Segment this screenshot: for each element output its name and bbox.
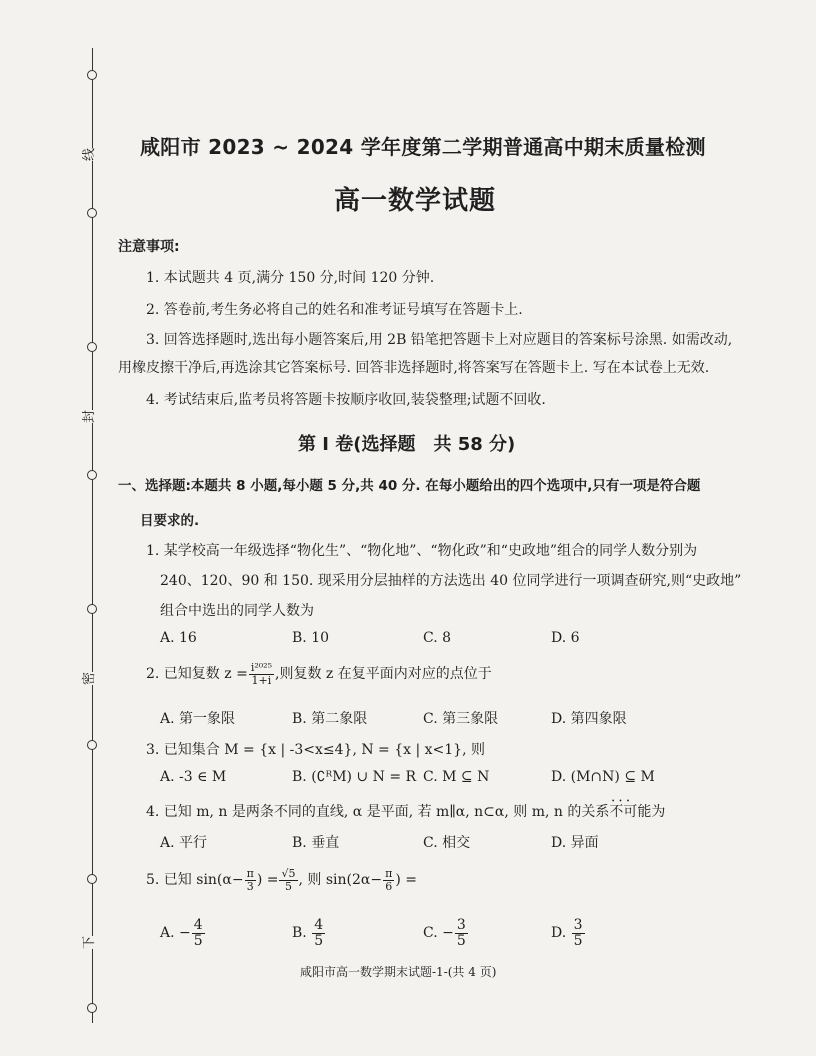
q2-stem-post: ,则复数 z 在复平面内对应的点位于 bbox=[275, 666, 492, 683]
section-1-instructions: 一、选择题:本题共 8 小题,每小题 5 分,共 40 分. 在每小题给出的四个选项中,只有一项是符合题 bbox=[118, 478, 701, 494]
q5-d-den: 5 bbox=[573, 932, 583, 949]
q1-option-c: C. 8 bbox=[423, 630, 452, 646]
q5-a-frac bbox=[192, 918, 205, 948]
q5-frac-pi-3 bbox=[245, 868, 256, 892]
q5-mid2: , 则 sin(2α− bbox=[298, 872, 383, 889]
q3-option-a: A. -3 ∈ M bbox=[160, 769, 227, 785]
q3-option-b: B. (∁ᴿM) ∪ N = R bbox=[292, 769, 417, 785]
binding-circle bbox=[87, 342, 97, 352]
volume-title: 第 Ⅰ 卷(选择题 共 58 分) bbox=[298, 434, 516, 455]
q5-c-label: C. − bbox=[423, 925, 454, 942]
binding-circle bbox=[87, 740, 97, 750]
q5-post: ) = bbox=[395, 872, 417, 889]
q4-option-b: B. 垂直 bbox=[292, 835, 340, 851]
section-1-instructions-cont: 目要求的. bbox=[140, 513, 200, 529]
binding-circle bbox=[87, 604, 97, 614]
q1-option-d: D. 6 bbox=[551, 630, 580, 646]
q5-a-den: 5 bbox=[193, 932, 203, 949]
q2-option-d: D. 第四象限 bbox=[551, 711, 627, 727]
q4-option-d: D. 异面 bbox=[551, 835, 599, 851]
binding-circle bbox=[87, 470, 97, 480]
q2-option-c: C. 第三象限 bbox=[423, 711, 499, 727]
q2-frac-num: i²⁰²⁵ bbox=[250, 661, 272, 674]
q5-frac-pi-6 bbox=[383, 868, 394, 892]
binding-char-xian: 线 bbox=[82, 147, 98, 162]
q5-frac-sqrt5: √5 bbox=[281, 867, 296, 880]
q3-option-c: C. M ⊆ N bbox=[423, 769, 490, 785]
q5-frac-pi2: π bbox=[385, 867, 393, 880]
binding-circle bbox=[87, 874, 97, 884]
q5-c-frac bbox=[455, 918, 468, 948]
q5-b-frac bbox=[312, 918, 325, 948]
q4-stem bbox=[146, 801, 665, 821]
q5-c-den: 5 bbox=[456, 932, 466, 949]
note-4: 4. 考试结束后,监考员将答题卡按顺序收回,装袋整理;试题不回收. bbox=[146, 392, 546, 408]
q2-option-a: A. 第一象限 bbox=[160, 711, 236, 727]
q5-stem bbox=[146, 868, 417, 892]
q1-stem-line1: 1. 某学校高一年级选择“物化生”、“物化地”、“物化政”和“史政地”组合的同学人数分别为 bbox=[146, 543, 698, 559]
q5-b-den: 5 bbox=[314, 932, 324, 949]
q4-option-a: A. 平行 bbox=[160, 835, 208, 851]
q1-stem-line3: 组合中选出的同学人数为 bbox=[160, 603, 314, 619]
exam-title: 咸阳市 2023 ~ 2024 学年度第二学期普通高中期末质量检测 bbox=[140, 135, 706, 159]
q1-stem-line2: 240、120、90 和 150. 现采用分层抽样的方法选出 40 位同学进行一项调查研究,则“史政地” bbox=[160, 573, 742, 589]
binding-char-feng: 封 bbox=[82, 409, 98, 424]
note-2: 2. 答卷前,考生务必将自己的姓名和准考证号填写在答题卡上. bbox=[146, 302, 523, 318]
q5-c-num: 3 bbox=[456, 917, 466, 933]
q5-pre: 5. 已知 sin(α− bbox=[146, 872, 244, 889]
q5-a-label: A. − bbox=[160, 925, 191, 942]
q2-stem-pre: 2. 已知复数 z = bbox=[146, 666, 248, 683]
binding-char-mi: 密 bbox=[82, 671, 98, 686]
note-3-line1: 3. 回答选择题时,选出每小题答案后,用 2B 铅笔把答题卡上对应题目的答案标号涂黑. 如需改动, bbox=[146, 332, 733, 348]
q5-option-c bbox=[423, 918, 469, 948]
q4-stem-a: 4. 已知 m, n 是两条不同的直线, α 是平面, 若 m∥α, n⊂α, 则 m, n 的关系 bbox=[146, 804, 610, 820]
q5-mid1: ) = bbox=[256, 872, 279, 889]
binding-char-xia: 下 bbox=[82, 935, 98, 950]
q5-d-label: D. bbox=[551, 925, 567, 942]
q5-b-label: B. bbox=[292, 925, 307, 942]
q4-stem-c: 为 bbox=[651, 804, 666, 820]
q1-option-a: A. 16 bbox=[160, 630, 197, 646]
q5-a-num: 4 bbox=[193, 917, 203, 933]
binding-circle bbox=[87, 208, 97, 218]
q2-fraction bbox=[249, 662, 274, 686]
q5-b-num: 4 bbox=[314, 917, 324, 933]
binding-circle bbox=[87, 1003, 97, 1013]
q5-d-frac bbox=[572, 918, 585, 948]
q2-option-b: B. 第二象限 bbox=[292, 711, 368, 727]
subject-title: 高一数学试题 bbox=[334, 186, 497, 216]
notes-heading: 注意事项: bbox=[118, 239, 180, 255]
q2-stem bbox=[146, 662, 492, 686]
q3-stem: 3. 已知集合 M = {x | -3<x≤4}, N = {x | x<1}, 则 bbox=[146, 742, 485, 758]
note-3-line2: 用橡皮擦干净后,再选涂其它答案标号. 回答非选择题时,将答案写在答题卡上. 写在本试卷上无效. bbox=[118, 360, 710, 376]
q5-frac-sqrt5-5 bbox=[279, 868, 297, 892]
q5-frac-5: 5 bbox=[284, 879, 292, 893]
q5-option-a bbox=[160, 918, 206, 948]
q4-emphasis: 不可能 • • • bbox=[609, 804, 651, 820]
q5-frac-6: 6 bbox=[385, 879, 393, 893]
q5-option-d bbox=[551, 918, 586, 948]
binding-circle bbox=[87, 70, 97, 80]
q5-d-num: 3 bbox=[573, 917, 583, 933]
q5-frac-pi: π bbox=[246, 867, 254, 880]
q1-option-b: B. 10 bbox=[292, 630, 330, 646]
q5-frac-3: 3 bbox=[246, 879, 254, 893]
note-1: 1. 本试题共 4 页,满分 150 分,时间 120 分钟. bbox=[146, 270, 435, 286]
q5-option-b bbox=[292, 918, 326, 948]
q2-frac-den: 1+i bbox=[251, 673, 272, 687]
page-footer: 咸阳市高一数学期末试题-1-(共 4 页) bbox=[300, 965, 497, 979]
q3-option-d: D. (M∩N) ⊆ M bbox=[551, 769, 655, 785]
q4-option-c: C. 相交 bbox=[423, 835, 471, 851]
